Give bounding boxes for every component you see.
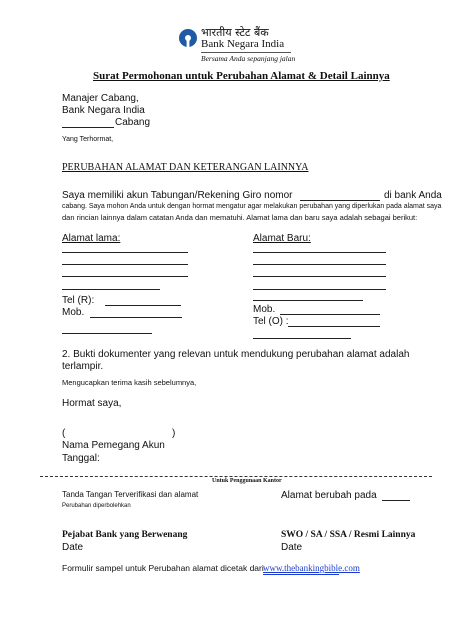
- footer-link-underline: [263, 574, 339, 575]
- logo-bank-name: Bank Negara India: [201, 38, 285, 50]
- logo-rule: [201, 52, 291, 53]
- changed-on-field[interactable]: [382, 500, 410, 501]
- officer-date: Date: [62, 542, 84, 553]
- officer-label: Pejabat Bank yang Berwenang: [62, 530, 188, 540]
- new-address-line-2[interactable]: [253, 264, 386, 265]
- old-address-line-4[interactable]: [62, 289, 160, 290]
- allowed-label: Perubahan diperbolehkan: [62, 503, 131, 509]
- sign-date: Tanggal:: [62, 453, 100, 464]
- old-address-line-2[interactable]: [62, 264, 188, 265]
- old-tel-label: Tel (R):: [62, 295, 95, 306]
- para2-line2: terlampir.: [62, 361, 104, 372]
- bank-logo: [178, 28, 198, 53]
- page-title: Surat Permohonan untuk Perubahan Alamat & Detail Lainnya: [93, 70, 390, 82]
- new-address-line-1[interactable]: [253, 252, 386, 253]
- bank-logo-icon: [178, 28, 198, 48]
- new-tel-field[interactable]: [288, 326, 380, 327]
- addressee-line2: Bank Negara India: [62, 105, 145, 116]
- old-address-line-1[interactable]: [62, 252, 188, 253]
- new-mob-field[interactable]: [280, 314, 380, 315]
- old-mob-label: Mob.: [62, 307, 85, 318]
- roles-label: SWO / SA / SSA / Resmi Lainnya: [281, 530, 416, 540]
- roles-date: Date: [281, 542, 303, 553]
- closing: Hormat saya,: [62, 398, 122, 409]
- para1-d: dan rincian lainnya dalam catatan Anda dan mematuhi. Alamat lama dan baru saya adalah sebagai berikut:: [62, 213, 418, 222]
- account-holder-name: Nama Pemegang Akun: [62, 440, 165, 451]
- new-mob-label: Mob.: [253, 304, 276, 315]
- sign-paren-open: (: [62, 428, 66, 439]
- changed-on-label: Alamat berubah pada: [281, 490, 377, 501]
- sign-paren-close: ): [172, 428, 176, 439]
- office-divider: [40, 476, 432, 477]
- logo-hindi: भारतीय स्टेट बैंक: [201, 26, 269, 39]
- thanks: Mengucapkan terima kasih sebelumnya,: [62, 378, 197, 387]
- old-tel-field[interactable]: [105, 305, 181, 306]
- new-address-line-5[interactable]: [253, 300, 363, 301]
- logo-tagline: Bersama Anda sepanjang jalan: [201, 54, 296, 63]
- addressee-line1: Manajer Cabang,: [62, 93, 139, 104]
- para1-a: Saya memiliki akun Tabungan/Rekening Giro nomor: [62, 190, 293, 201]
- office-header: Untuk Penggunaan Kantor: [212, 478, 282, 484]
- old-address-line-3[interactable]: [62, 276, 188, 277]
- old-address-label: Alamat lama:: [62, 233, 121, 244]
- new-address-line-4[interactable]: [253, 289, 386, 290]
- new-tel-label: Tel (O) :: [253, 316, 289, 327]
- verified-label: Tanda Tangan Terverifikasi dan alamat: [62, 490, 199, 499]
- salutation: Yang Terhormat,: [62, 136, 114, 143]
- new-address-line-6[interactable]: [253, 338, 351, 339]
- para2-line1: 2. Bukti dokumenter yang relevan untuk mendukung perubahan alamat adalah: [62, 349, 410, 360]
- branch-blank[interactable]: [62, 127, 114, 128]
- para1-b: di bank Anda: [384, 190, 442, 201]
- para1-c: cabang. Saya mohon Anda untuk dengan hormat mengatur agar melakukan perubahan yang diperlukan pada alamat saya: [62, 203, 442, 210]
- old-address-line-5[interactable]: [62, 333, 152, 334]
- subject: PERUBAHAN ALAMAT DAN KETERANGAN LAINNYA: [62, 162, 309, 173]
- addressee-line3: Cabang: [115, 117, 151, 128]
- old-mob-field[interactable]: [90, 317, 182, 318]
- new-address-label: Alamat Baru:: [253, 233, 311, 244]
- footer-text: Formulir sampel untuk Perubahan alamat dicetak dari: [62, 563, 264, 573]
- footer-link[interactable]: www.thebankingbible.com: [263, 563, 360, 573]
- account-number-blank[interactable]: [300, 200, 380, 201]
- new-address-line-3[interactable]: [253, 276, 386, 277]
